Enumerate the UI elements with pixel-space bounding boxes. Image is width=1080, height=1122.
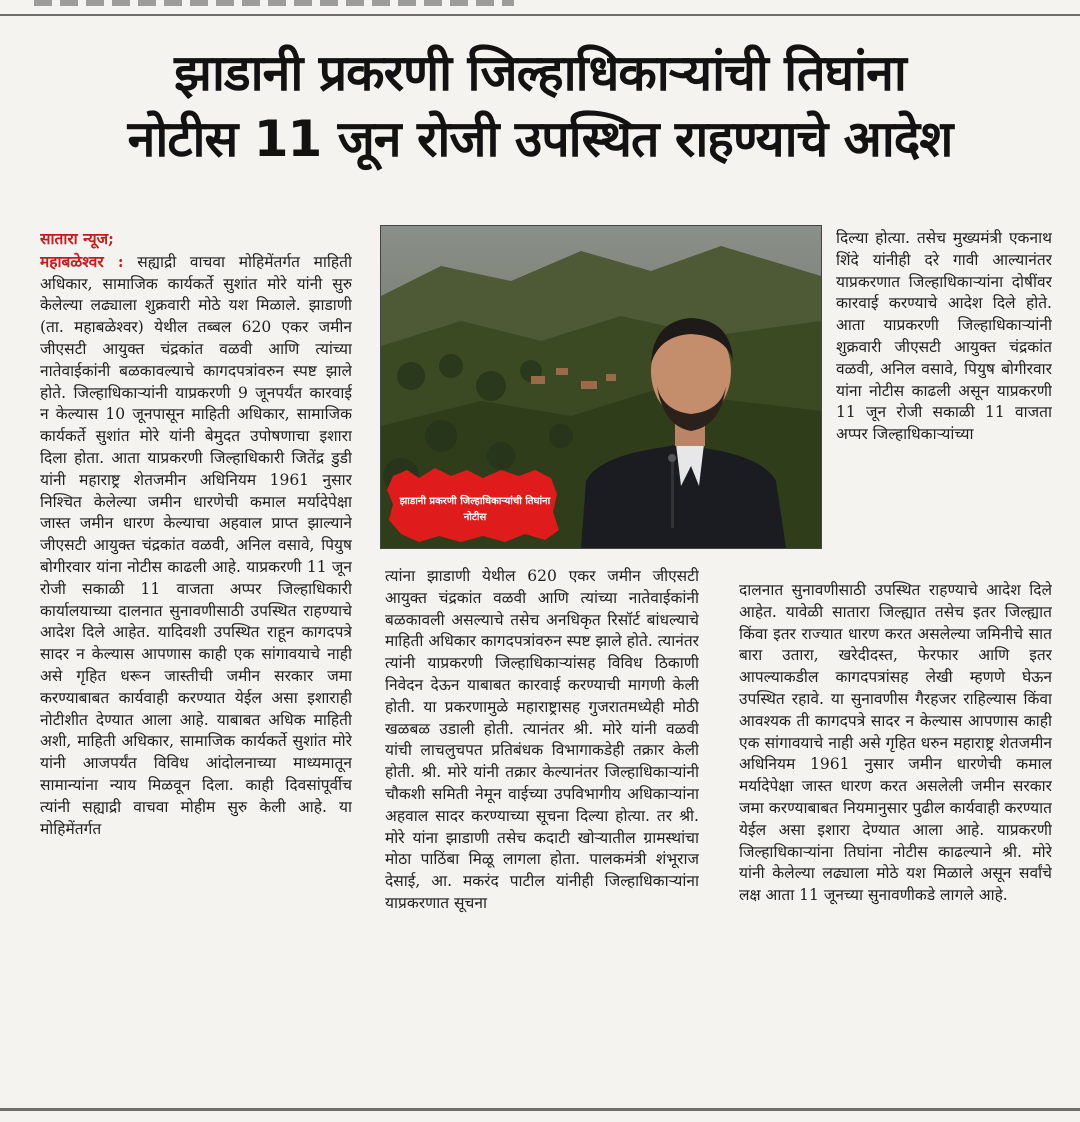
- headline-line-1: झाडानी प्रकरणी जिल्हाधिकाऱ्यांची तिघांना: [174, 44, 906, 102]
- previous-page-edge: [0, 0, 1080, 16]
- column-1-text: सह्याद्री वाचवा मोहिमेंतर्गत माहिती अधिकार, सामाजिक कार्यकर्ते सुशांत मोरे यांनी सुरु केलेल्या लढ्याला शुक्रवारी मोठे यश मिळाले. झाडाणी (ता. महाबळेश्वर) येथील तब्बल 620 एकर जमीन जीएसटी आयुक्त चंद्रकांत वळवी आणि त्यांच्या नातेवाईकांनी बळकावल्याचे कागदपत्रांवरुन स्पष्ट झाले होते. जिल्हाधिकाऱ्यांनी याप्रकरणी 9 जूनपर्यंत कारवाई न केल्यास 10 जूनपासून माहिती अधिकार, सामाजिक कार्यकर्ते सुशांत मोरे यांनी बेमुदत उपोषणाचा इशारा दिला होता. आता याप्रकरणी जिल्हाधिकारी जितेंद्र डुडी यांनी महाराष्ट्र शेतजमीन अधिनियम 1961 नुसार निश्चित केलेल्या जमीन धारणेची कमाल मर्यादेपेक्षा जास्त जमीन धारण केल्याचा अहवाल प्राप्त झाल्याने जीएसटी आयुक्त चंद्रकांत वळवी, अनिल वसावे, पियुष बोगीरवार यांना नोटीस काढली आहे. याप्रकरणी 11 जून रोजी सकाळी 11 वाजता अप्पर जिल्हाधिकारी कार्यालयाच्या दालनात सुनावणीसाठी उपस्थित राहण्याचे आदेश दिले आहेत. यादिवशी उपस्थित राहून कागदपत्रे सादर न केल्यास आपणास काही एक सांगावयाचे नाही असे गृहित धरून जास्तीची जमीन सरकार जमा करण्याबाबत कार्यवाही करण्यात येईल असा इशाराही नोटीशीत देण्यात आला आहे. याबाबत अधिक माहिती अशी, माहिती अधिकार, सामाजिक कार्यकर्ते सुशांत मोरे यांनी आजपर्यंत विविध आंदोलनाच्या माध्यमातून सामान्यांना न्याय मिळवून दिला. काही दिवसांपूर्वीच त्यांनी सह्याद्री वाचवा मोहीम सुरु केली आहे. या मोहिमेंतर्गत: [40, 252, 352, 838]
- article-column-3-bottom: [739, 580, 1052, 1100]
- article-photo: [380, 225, 822, 549]
- bottom-page-rule: [0, 1108, 1080, 1111]
- article-headline: [40, 40, 1040, 172]
- article-column-1: [40, 228, 352, 1112]
- column-3-bottom-text: दालनात सुनावणीसाठी उपस्थित राहण्याचे आदेश दिले आहेत. यावेळी सातारा जिल्ह्यात तसेच इतर जिल्ह्यात किंवा इतर राज्यात धारण करत असलेल्या जमिनीचे सात बारा उतारा, खरेदीदस्त, फेरफार आणि इतर आपल्याकडील कागदपत्रांसह लेखी म्हणणे घेऊन उपस्थित रहावे. या सुनावणीस गैरहजर राहिल्यास किंवा आवश्यक ती कागदपत्रे सादर न केल्यास आपणास काही एक सांगावयाचे नाही असे गृहित धरुन महाराष्ट्र शेतजमीन अधिनियम 1961 नुसार जमीन धारणेची कमाल मर्यादेपेक्षा जास्त धारण करत असलेली जमीन सरकार जमा करण्याबाबत नियमानुसार पुढील कार्यवाही करण्यात येईल असा इशारा देण्यात आला आहे. याप्रकरणी जिल्हाधिकाऱ्यांना तिघांना नोटीस काढल्याने श्री. मोरे यांनी केलेल्या लढ्याला मोठे यश मिळाले असून सर्वांचे लक्ष आता 11 जूनच्या सुनावणीकडे लागले आहे.: [739, 581, 1052, 905]
- dateline: सातारा न्यूज;: [40, 229, 114, 248]
- cropped-header-text: [34, 0, 514, 6]
- article-column-3-top: [836, 228, 1052, 578]
- photo-caption: झाडानी प्रकरणी जिल्हाधिकाऱ्यांची तिघांना नोटीस: [399, 496, 551, 523]
- place-tag: महाबळेश्वर :: [40, 251, 124, 271]
- article-column-2: [385, 566, 699, 1096]
- column-2-text: त्यांना झाडाणी येथील 620 एकर जमीन जीएसटी आयुक्त चंद्रकांत वळवी आणि त्यांच्या नातेवाईकांनी बळकावली असल्याचे तसेच अनधिकृत रिसॉर्ट बांधल्याचे माहिती अधिकार कागदपत्रांवरुन स्पष्ट झाले होते. त्यानंतर त्यांनी याप्रकरणी जिल्हाधिकाऱ्यांसह विविध ठिकाणी निवेदन देऊन याबाबत कारवाई करण्याची मागणी केली होती. या प्रकरणामुळे महाराष्ट्रासह गुजरातमध्येही मोठी खळबळ उडाली होती. त्यानंतर श्री. मोरे यांनी वळवी यांची लाचलुचपत प्रतिबंधक विभागाकडेही तक्रार केली होती. श्री. मोरे यांनी तक्रार केल्यानंतर जिल्हाधिकाऱ्यांनी चौकशी समिती नेमून वाईच्या उपविभागीय अधिकाऱ्यांना अहवाल सादर करण्याच्या सूचना दिल्या होत्या. तर श्री. मोरे यांना झाडाणी तसेच कदाटी खोऱ्यातील ग्रामस्थांचा मोठा पाठिंबा मिळू लागला होता. पालकमंत्री शंभूराज देसाई, आ. मकरंद पाटील यांनीही जिल्हाधिकाऱ्यांना याप्रकरणात सूचना: [385, 567, 699, 912]
- headline-line-2: नोटीस 11 जून रोजी उपस्थित राहण्याचे आदेश: [127, 110, 953, 168]
- column-3-top-text: दिल्या होत्या. तसेच मुख्यमंत्री एकनाथ शिंदे यांनीही दरे गावी आल्यानंतर याप्रकरणात जिल्हाधिकाऱ्यांना दोषींवर कारवाई करण्याचे आदेश दिले होते. आता याप्रकरणी जिल्हाधिकाऱ्यांनी शुक्रवारी जीएसटी आयुक्त चंद्रकांत वळवी, अनिल वसावे, पियुष बोगीरवार यांना नोटीस काढली असून याप्रकरणी 11 जून रोजी सकाळी 11 वाजता अप्पर जिल्हाधिकाऱ्यांच्या: [836, 229, 1052, 444]
- photo-caption-badge: [385, 464, 561, 544]
